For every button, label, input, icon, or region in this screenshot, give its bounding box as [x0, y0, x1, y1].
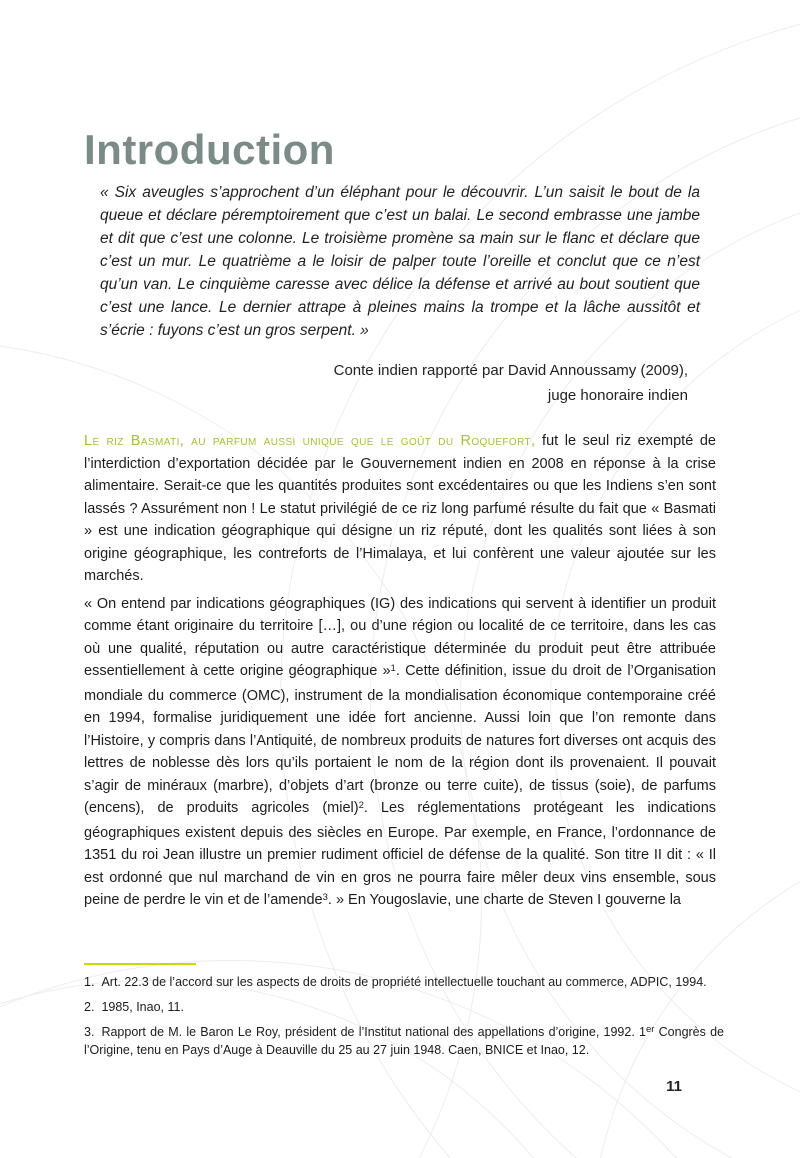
- footnote-reference: 3: [322, 891, 328, 903]
- body-text-run: . Cette définition, issue du droit de l’Organisation mondiale du commerce (OMC), instrument de la mondialisation économique contemporaine créé en 1994, formalise juridiquement une idée fort ancienne. Aussi loin que l’on remonte dans l’Histoire, y compris dans l’Antiquité, de nombreux produits de natures fort diverses ont acquis des lettres de noblesse dès lors qu’ils portaient le nom de la région dont ils provenaient. Il pouvait s’agir de minéraux (marbre), d’objets d’art (bronze ou terre cuite), de tissus (soie), de parfums (encens), de produits agricoles (miel): [84, 663, 716, 816]
- footnote-reference: er: [645, 1023, 655, 1035]
- epigraph-quote: « Six aveugles s’approchent d’un éléphant pour le découvrir. L’un saisit le bout de la queue et déclare péremptoirement que c’est un balai. Le second embrasse une jambe et dit que c’est une colonne. Le troisième promène sa main sur le flanc et déclare que c’est un mur. Le quatrième a le loisir de palper toute l’oreille et conclut que ce n’est qu’un van. Le cinquième caresse avec délice la défense et arrivé au bout soutient que c’est une lance. Le dernier attrape à pleines mains la trompe et la lâche aussitôt et s’écrie : fuyons c’est un gros serpent. »: [100, 184, 700, 339]
- footnote-reference: 2: [358, 799, 364, 811]
- footnote-number: 3.: [84, 1025, 95, 1039]
- footnote: [84, 999, 724, 1016]
- body-text-run: . Les réglementations protégeant les indications géographiques existent depuis des siècles en Europe. Par exemple, en France, l’ordonnance de 1351 du roi Jean illustre un premier rudiment officiel de défense de la qualité. Son titre II dit : « Il est ordonné que nul marchand de vin en gros ne pourra faire mêler deux vins ensemble, sous peine de perdre le vin et de l’amende: [84, 800, 717, 908]
- quote-attribution: [200, 358, 688, 408]
- body-text-run: Congrès de l’Origine, tenu en Pays d’Auge à Deauville du 25 au 27 juin 1948. Caen, BNICE et Inao, 12.: [84, 1025, 724, 1057]
- footnote-number: 2.: [84, 1000, 95, 1014]
- body-text-run: « On entend par indications géographiques (IG) des indications qui servent à identifier un produit comme étant originaire du territoire […], ou d’une région ou localité de ce territoire, dans les cas où une qualité, réputation ou autre caractéristique déterminée du produit peut être attribuée essentiellement à cette origine géographique »: [84, 595, 716, 679]
- quote-attribution-line2: juge honoraire indien: [547, 387, 688, 404]
- footnote: [84, 1024, 724, 1059]
- body-text-run: Rapport de M. le Baron Le Roy, président de l’Institut national des appellations d’origine, 1992. 1: [101, 1025, 646, 1039]
- footnote-number: 1.: [84, 975, 95, 989]
- page-number: 11: [666, 1078, 682, 1095]
- lead-in-smallcaps: Le riz Basmati, au parfum aussi unique que le goût du Roquefort,: [84, 433, 536, 449]
- footnotes: [84, 974, 724, 1067]
- footnote-reference: 1: [390, 662, 396, 674]
- chapter-title: Introduction: [84, 126, 335, 174]
- body-paragraph: [84, 430, 716, 588]
- quote-attribution-line1: Conte indien rapporté par David Annoussamy (2009),: [333, 362, 688, 379]
- body-paragraph: [84, 593, 716, 914]
- body-text-run: Art. 22.3 de l’accord sur les aspects de droits de propriété intellectuelle touchant au commerce, ADPIC, 1994.: [101, 975, 707, 989]
- footnote: [84, 974, 724, 991]
- body-paragraphs: [84, 430, 716, 919]
- body-text-run: . » En Yougoslavie, une charte de Steven I gouverne la: [327, 892, 681, 908]
- body-text-run: fut le seul riz exempté de l’interdiction d’exportation décidée par le Gouvernement indien en 2008 en réponse à la crise alimentaire. Serait-ce que les quantités produites sont excédentaires ou que les Indiens s’en sont lassés ? Assurément non ! Le statut privilégié de ce riz long parfumé résulte du fait que « Basmati » est une indication géographique qui désigne un riz réputé, dont les qualités sont liées à son origine géographique, les contreforts de l’Himalaya, et lui confèrent une valeur ajoutée sur les marchés.: [84, 433, 716, 584]
- footnote-separator-rule: [84, 963, 196, 965]
- body-text-run: 1985, Inao, 11.: [101, 1000, 184, 1014]
